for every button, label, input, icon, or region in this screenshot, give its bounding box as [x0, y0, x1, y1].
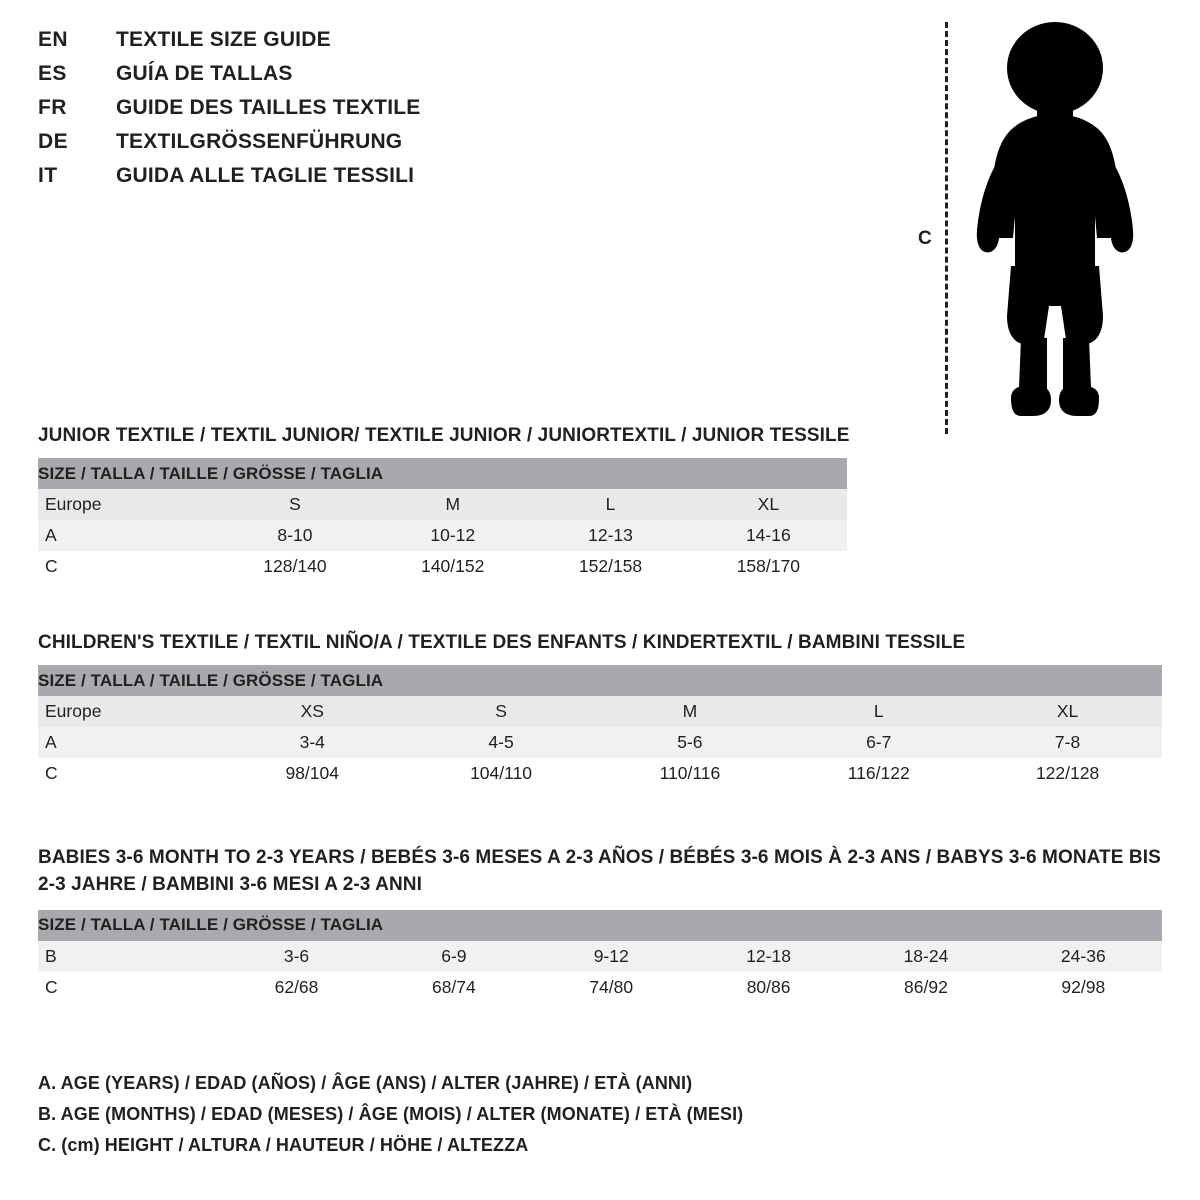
- table-cell: 7-8: [973, 727, 1162, 758]
- table-band-label: SIZE / TALLA / TAILLE / GRÖSSE / TAGLIA: [38, 910, 1162, 941]
- table-row: [38, 489, 847, 520]
- table-cell: 14-16: [689, 520, 847, 551]
- section-title: CHILDREN'S TEXTILE / TEXTIL NIÑO/A / TEXTILE DES ENFANTS / KINDERTEXTIL / BAMBINI TESSILE: [38, 632, 966, 653]
- language-title: GUIDA ALLE TAGLIE TESSILI: [116, 164, 415, 187]
- table-row: [38, 758, 1162, 789]
- table-cell: M: [595, 696, 784, 727]
- table-cell: 12-18: [690, 941, 847, 972]
- table-row: [38, 520, 847, 551]
- section-babies-textile: [38, 845, 1162, 1003]
- table-cell: 86/92: [847, 972, 1004, 1003]
- section-title: BABIES 3-6 MONTH TO 2-3 YEARS / BEBÉS 3-6 MESES A 2-3 AÑOS / BÉBÉS 3-6 MOIS À 2-3 ANS / BABYS 3-6 MONATE BIS 2-3 JAHRE / BAMBINI 3-6 MESI A 2-3 ANNI: [38, 847, 1161, 895]
- footnotes-block: [38, 1068, 938, 1161]
- table-band-label: SIZE / TALLA / TAILLE / GRÖSSE / TAGLIA: [38, 458, 847, 489]
- section-title: JUNIOR TEXTILE / TEXTIL JUNIOR/ TEXTILE JUNIOR / JUNIORTEXTIL / JUNIOR TESSILE: [38, 425, 850, 446]
- table-cell: 3-6: [218, 941, 375, 972]
- table-cell: 116/122: [784, 758, 973, 789]
- table-band-row: [38, 458, 847, 489]
- table-cell: 62/68: [218, 972, 375, 1003]
- table-cell: M: [374, 489, 532, 520]
- table-cell: 68/74: [375, 972, 532, 1003]
- table-row: [38, 727, 1162, 758]
- table-cell: 24-36: [1005, 941, 1162, 972]
- table-cell: 12-13: [532, 520, 690, 551]
- footnote-height: C. (cm) HEIGHT / ALTURA / HAUTEUR / HÖHE / ALTEZZA: [38, 1134, 529, 1155]
- table-cell: 152/158: [532, 551, 690, 582]
- language-title: GUÍA DE TALLAS: [116, 62, 293, 85]
- language-title: TEXTILE SIZE GUIDE: [116, 28, 331, 51]
- table-row: [38, 972, 1162, 1003]
- footnote-age-months: B. AGE (MONTHS) / EDAD (MESES) / ÂGE (MOIS) / ALTER (MONATE) / ETÀ (MESI): [38, 1103, 744, 1124]
- language-row: [38, 96, 638, 130]
- table-cell: 4-5: [407, 727, 596, 758]
- row-label: C: [38, 551, 216, 582]
- footnote-age-years: A. AGE (YEARS) / EDAD (AÑOS) / ÂGE (ANS) / ALTER (JAHRE) / ETÀ (ANNI): [38, 1073, 693, 1093]
- row-label: C: [38, 758, 218, 789]
- table-row: [38, 696, 1162, 727]
- height-measure-label: C: [918, 228, 932, 249]
- table-band-row: [38, 910, 1162, 941]
- table-row: [38, 941, 1162, 972]
- row-label: A: [38, 727, 218, 758]
- height-measure-dashed-line: [945, 22, 948, 434]
- language-code: FR: [38, 96, 67, 119]
- table-cell: 92/98: [1005, 972, 1162, 1003]
- table-cell: XL: [689, 489, 847, 520]
- table-cell: 158/170: [689, 551, 847, 582]
- table-cell: L: [784, 696, 973, 727]
- language-row: [38, 164, 638, 198]
- table-cell: 18-24: [847, 941, 1004, 972]
- table-band-label: SIZE / TALLA / TAILLE / GRÖSSE / TAGLIA: [38, 665, 1162, 696]
- language-title: TEXTILGRÖSSENFÜHRUNG: [116, 130, 403, 153]
- child-silhouette-icon: [955, 16, 1155, 436]
- language-code: DE: [38, 130, 68, 153]
- table-cell: 5-6: [595, 727, 784, 758]
- table-cell: 10-12: [374, 520, 532, 551]
- table-cell: L: [532, 489, 690, 520]
- table-cell: 9-12: [533, 941, 690, 972]
- table-cell: 122/128: [973, 758, 1162, 789]
- table-band-row: [38, 665, 1162, 696]
- language-code: EN: [38, 28, 68, 51]
- row-label: C: [38, 972, 218, 1003]
- table-cell: 3-4: [218, 727, 407, 758]
- row-label: A: [38, 520, 216, 551]
- section-childrens-textile: [38, 632, 1162, 789]
- table-cell: 6-9: [375, 941, 532, 972]
- table-cell: 6-7: [784, 727, 973, 758]
- junior-size-table: [38, 458, 847, 582]
- language-code: IT: [38, 164, 58, 187]
- table-cell: 128/140: [216, 551, 374, 582]
- language-row: [38, 28, 638, 62]
- table-cell: S: [407, 696, 596, 727]
- table-cell: 98/104: [218, 758, 407, 789]
- table-cell: 8-10: [216, 520, 374, 551]
- table-cell: 110/116: [595, 758, 784, 789]
- language-row: [38, 130, 638, 164]
- table-cell: XL: [973, 696, 1162, 727]
- table-row: [38, 551, 847, 582]
- language-title-block: [38, 28, 638, 198]
- language-row: [38, 62, 638, 96]
- babies-size-table: [38, 910, 1162, 1003]
- row-label: B: [38, 941, 218, 972]
- table-cell: 104/110: [407, 758, 596, 789]
- table-cell: XS: [218, 696, 407, 727]
- row-label: Europe: [38, 489, 216, 520]
- row-label: Europe: [38, 696, 218, 727]
- table-cell: 74/80: [533, 972, 690, 1003]
- children-size-table: [38, 665, 1162, 789]
- table-cell: 140/152: [374, 551, 532, 582]
- table-cell: S: [216, 489, 374, 520]
- measurement-figure: [900, 10, 1190, 430]
- language-code: ES: [38, 62, 67, 85]
- language-title: GUIDE DES TAILLES TEXTILE: [116, 96, 421, 119]
- table-cell: 80/86: [690, 972, 847, 1003]
- section-junior-textile: [38, 425, 1162, 582]
